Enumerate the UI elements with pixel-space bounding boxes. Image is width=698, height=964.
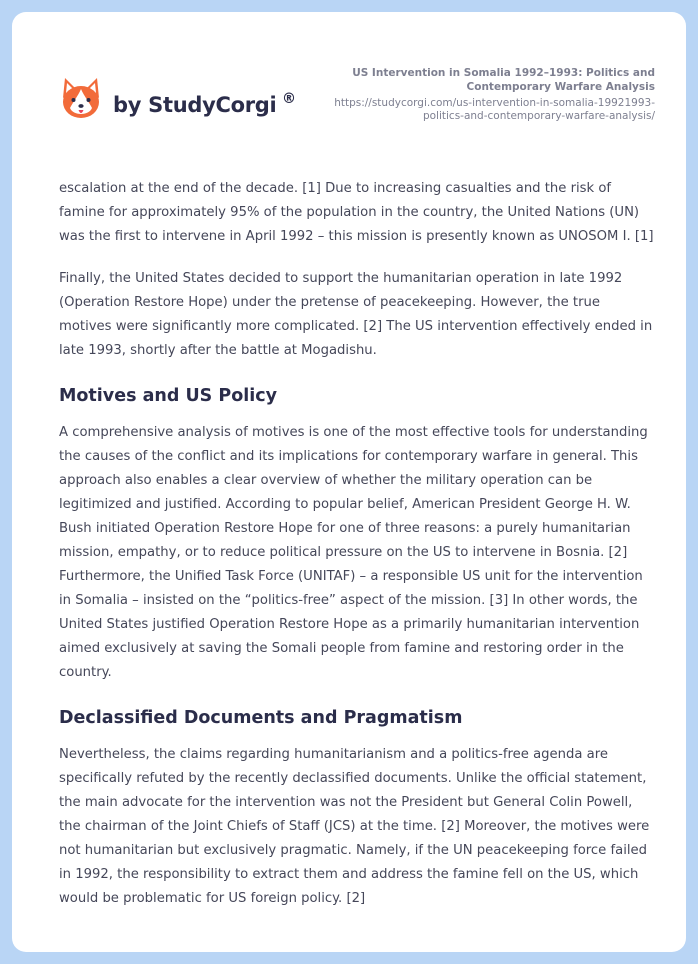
corgi-logo-icon [60,76,102,120]
paragraph: escalation at the end of the decade. [1] Due to increasing casualties and the risk of famine for approximately 95% of the population in the country, the United Nations (UN) was the first to intervene in April 1992 – this mission is presently known as UNOSOM I. [1] [59,181,654,244]
section-heading: Declassified Documents and Pragmatism [59,708,463,728]
registered-mark: ® [282,91,296,107]
article-body [59,177,655,929]
document-url[interactable]: https://studycorgi.com/us-intervention-in-somalia-19921993-politics-and-contemporary-warfare-analysis/ [334,97,655,122]
document-meta [295,66,655,123]
document-title: US Intervention in Somalia 1992–1993: Politics and Contemporary Warfare Analysis [352,67,655,93]
paragraph: Finally, the United States decided to support the humanitarian operation in late 1992 (Operation Restore Hope) under the pretense of peacekeeping. However, the true motives were significantly more complicated. [2] The US intervention effectively ended in late 1993, shortly after the battle at Mogadishu. [59,271,653,358]
document-page [12,12,686,952]
section-heading: Motives and US Policy [59,386,278,406]
paragraph: Nevertheless, the claims regarding humanitarianism and a politics-free agenda are specifically refuted by the recently declassified documents. Unlike the official statement, the main advocate for the intervention was not the President but General Colin Powell, the chairman of the Joint Chiefs of Staff (JCS) at the time. [2] Moreover, the motives were not humanitarian but exclusively pragmatic. Namely, if the UN peacekeeping force failed in 1992, the responsibility to extract them and address the famine fell on the US, which would be problematic for US foreign policy. [2] [59,747,650,906]
paragraph: A comprehensive analysis of motives is one of the most effective tools for understanding the causes of the conflict and its implications for contemporary warfare in general. This approach also enables a clear overview of whether the military operation can be legitimized and justified. According to popular belief, American President George H. W. Bush initiated Operation Restore Hope for one of three reasons: a purely humanitarian mission, empathy, or to reduce political pressure on the US to intervene in Bosnia. [2] Furthermore, the Unified Task Force (UNITAF) – a responsible US unit for the intervention in Somalia – insisted on the “politics-free” aspect of the mission. [3] In other words, the United States justified Operation Restore Hope as a primarily humanitarian intervention aimed exclusively at saving the Somali people from famine and restoring order in the country. [59,425,648,680]
logo-wordmark: by StudyCorgi [113,93,277,117]
